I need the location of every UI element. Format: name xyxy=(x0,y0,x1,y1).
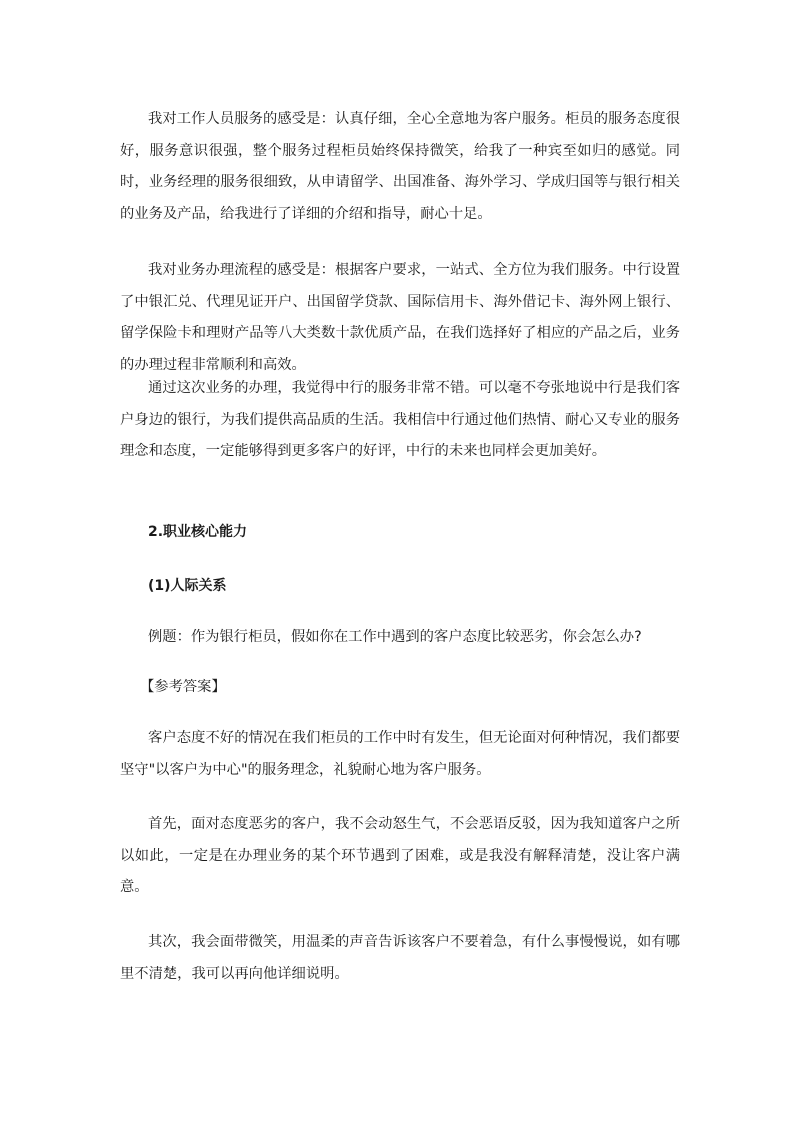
subsection-heading-interpersonal: (1)人际关系 xyxy=(148,578,227,594)
paragraph-conclusion: 通过这次业务的办理，我觉得中行的服务非常不错。可以毫不夸张地说中行是我们客户身边的银行，为我们提供高品质的生活。我相信中行通过他们热情、耐心又专业的服务理念和态度，一定能够得到更多客户的好评，中行的未来也同样会更加美好。 xyxy=(120,380,680,459)
answer-paragraph-second: 其次，我会面带微笑，用温柔的声音告诉该客户不要着急，有什么事慢慢说，如有哪里不清楚，我可以再向他详细说明。 xyxy=(120,934,680,982)
answer-paragraph-first: 首先，面对态度恶劣的客户，我不会动怒生气，不会恶语反驳，因为我知道客户之所以如此，一定是在办理业务的某个环节遇到了困难，或是我没有解释清楚，没让客户满意。 xyxy=(120,816,680,895)
paragraph-staff-service: 我对工作人员服务的感受是：认真仔细，全心全意地为客户服务。柜员的服务态度很好，服务意识很强，整个服务过程柜员始终保持微笑，给我了一种宾至如归的感觉。同时，业务经理的服务很细致，从申请留学、出国准备、海外学习、学成归国等与银行相关的业务及产品，给我进行了详细的介绍和指导，耐心十足。 xyxy=(120,111,680,222)
paragraph-process: 我对业务办理流程的感受是：根据客户要求，一站式、全方位为我们服务。中行设置了中银汇兑、代理见证开户、出国留学贷款、国际信用卡、海外借记卡、海外网上银行、留学保险卡和理财产品等八大类数十款优质产品，在我们选择好了相应的产品之后，业务的办理过程非常顺利和高效。 xyxy=(120,262,680,373)
section-heading-core-ability: 2.职业核心能力 xyxy=(148,524,248,540)
example-question: 例题：作为银行柜员，假如你在工作中遇到的客户态度比较恶劣，你会怎么办? xyxy=(148,629,642,645)
reference-answer-label: 【参考答案】 xyxy=(140,679,226,695)
answer-paragraph-intro: 客户态度不好的情况在我们柜员的工作中时有发生，但无论面对何种情况，我们都要坚守"以客户为中心"的服务理念，礼貌耐心地为客户服务。 xyxy=(120,730,680,778)
